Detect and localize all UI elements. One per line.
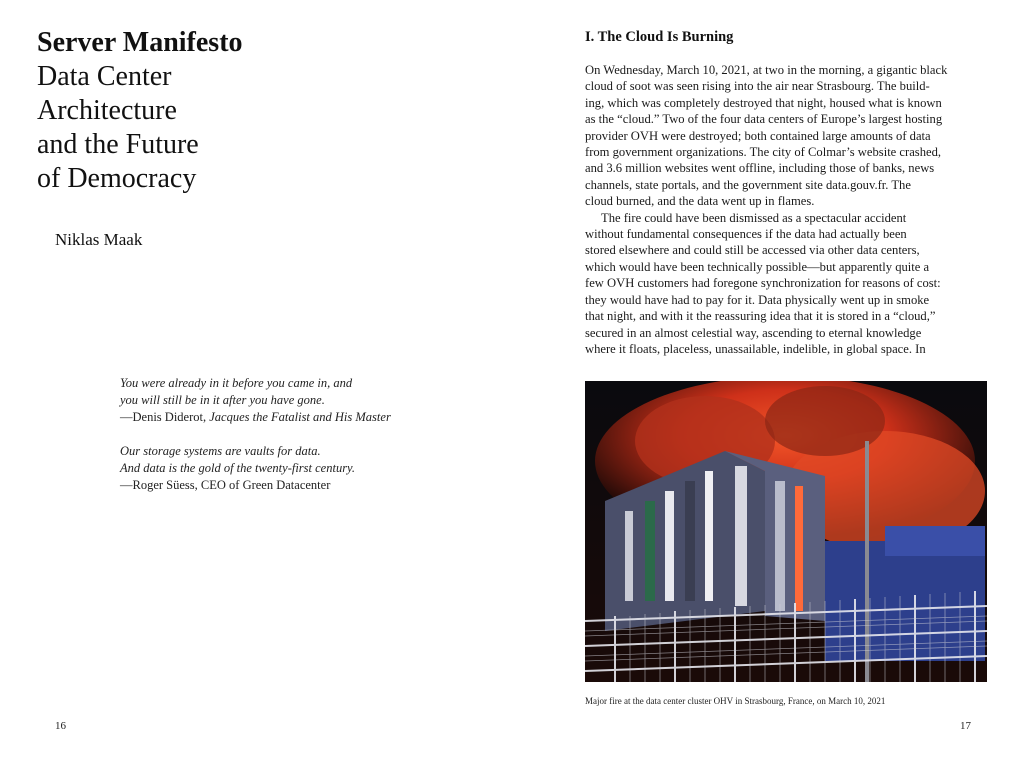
title-main: Server Manifesto [37, 27, 243, 58]
epigraph-suess [120, 443, 440, 494]
attribution-title: Jacques the Fatalist and His Master [209, 410, 391, 424]
epigraph-line: And data is the gold of the twenty-first century. [120, 461, 356, 475]
epigraphs [120, 375, 440, 511]
epigraph-line: You were already in it before you came in, and [120, 376, 353, 390]
epigraph-line: Our storage systems are vaults for data. [120, 444, 321, 458]
epigraph-attribution: —Roger Süess, CEO of Green Datacenter [120, 478, 331, 492]
fire-photo-image [585, 381, 987, 682]
page-number-right: 17 [960, 720, 971, 732]
text-line: few OVH customers had foregone synchronization for reasons of cost: [585, 276, 941, 291]
text-line: that night, and with it the reassuring idea that it is stored in a “cloud,” [585, 309, 936, 324]
book-title [37, 26, 337, 196]
photo-caption: Major fire at the data center cluster OHV in Strasbourg, France, on March 10, 2021 [585, 696, 886, 706]
epigraph-diderot [120, 375, 440, 426]
right-page [512, 0, 1024, 768]
text-line: provider OVH were destroyed; both contained large amounts of data [585, 128, 931, 143]
text-line: where it floats, placeless, unassailable, indelible, in global space. In [585, 341, 926, 356]
author-name: Niklas Maak [55, 230, 143, 249]
body-text [585, 62, 990, 357]
attribution-prefix: —Denis Diderot, [120, 410, 210, 424]
text-line: without fundamental consequences if the data had actually been [585, 227, 907, 242]
text-line: from government organizations. The city of Colmar’s website crashed, [585, 145, 942, 160]
text-line: channels, state portals, and the government site data.gouv.fr. The [585, 177, 911, 192]
title-line: Architecture [37, 95, 177, 126]
text-line: The fire could have been dismissed as a spectacular accident [601, 210, 907, 225]
text-line: On Wednesday, March 10, 2021, at two in the morning, a gigantic black [585, 63, 948, 77]
fire-photo [585, 381, 987, 682]
text-line: cloud burned, and the data went up in flames. [585, 194, 815, 209]
text-line: which would have been technically possible—but apparently quite a [585, 259, 930, 274]
chapter-heading: I. The Cloud Is Burning [585, 29, 734, 45]
title-line: Data Center [37, 61, 172, 92]
text-line: secured in an almost celestial way, ascending to eternal knowledge [585, 325, 922, 340]
title-line: and the Future [37, 129, 199, 160]
text-line: cloud of soot was seen rising into the air near Strasbourg. The build- [585, 79, 930, 94]
page-number-left: 16 [55, 720, 66, 732]
text-line: and 3.6 million websites went offline, including those of banks, news [585, 161, 935, 176]
text-line: as the “cloud.” Two of the four data centers of Europe’s largest hosting [585, 112, 943, 127]
title-line: of Democracy [37, 163, 197, 194]
text-line: they would have had to pay for it. Data physically went up in smoke [585, 292, 930, 307]
text-line: ing, which was completely destroyed that night, housed what is known [585, 95, 942, 110]
epigraph-line: you will still be in it after you have gone. [120, 393, 325, 407]
text-line: stored elsewhere and could still be accessed via other data centers, [585, 243, 920, 258]
epigraph-attribution [120, 409, 440, 426]
